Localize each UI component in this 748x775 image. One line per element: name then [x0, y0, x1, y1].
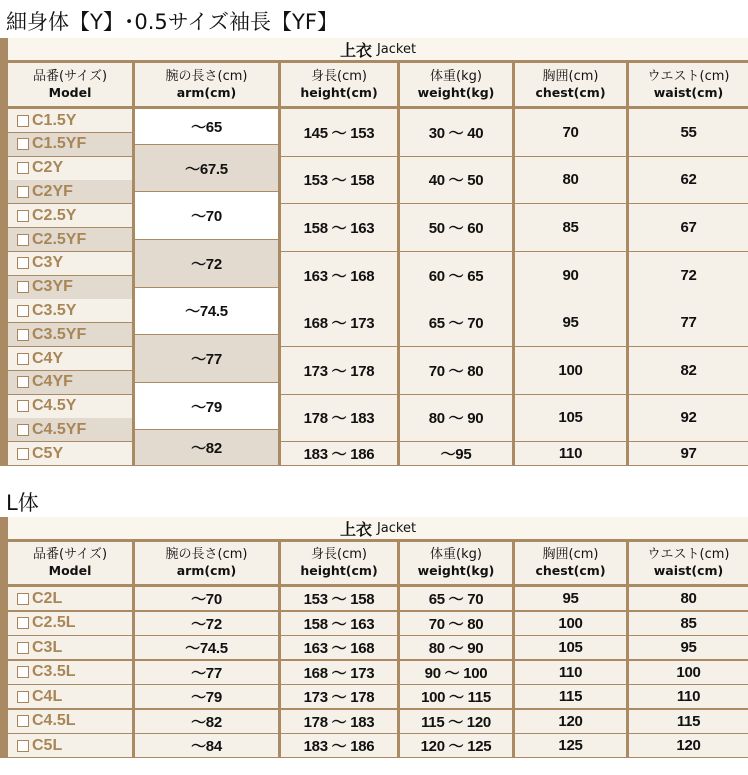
model-cell: [8, 442, 132, 465]
chest-cell: 105: [515, 636, 626, 659]
slim-size-table: [0, 38, 748, 466]
height-cell: 168 ～ 173: [281, 661, 397, 684]
checkbox-icon[interactable]: [17, 642, 29, 654]
header-label-jp: 胸囲(cm): [542, 68, 599, 84]
header-label-jp: 品番(サイズ): [32, 547, 108, 562]
model-cell: [8, 323, 132, 346]
checkbox-icon[interactable]: [17, 115, 29, 127]
arm-cell: ～70: [135, 587, 278, 610]
height-cell: 153 ～ 158: [281, 587, 397, 610]
checkbox-icon[interactable]: [17, 691, 29, 703]
model-cell: [8, 204, 132, 227]
chest-cell: 70: [515, 109, 626, 156]
checkbox-icon[interactable]: [17, 400, 29, 412]
height-cell: 145 ～ 153: [281, 109, 397, 156]
header-label-jp: 体重(kg): [430, 547, 482, 562]
arm-length-cell: ～82: [135, 430, 278, 465]
arm-cell: ～82: [135, 710, 278, 733]
model-cell: [8, 371, 132, 394]
header-label-en: weight(kg): [417, 563, 495, 578]
height-cell: 178 ～ 183: [281, 710, 397, 733]
model-cell: [8, 276, 132, 299]
header-label-en: chest(cm): [535, 563, 606, 578]
arm-cell: ～77: [135, 661, 278, 684]
model-label: C4.5YF: [32, 420, 87, 438]
caption-sub: Jacket: [376, 520, 417, 536]
column-header-height: [281, 542, 397, 584]
checkbox-icon[interactable]: [17, 138, 29, 150]
arm-length-cell: ～74.5: [135, 288, 278, 335]
waist-cell: 92: [629, 395, 748, 442]
chest-cell: 80: [515, 157, 626, 204]
model-label: C1.5Y: [32, 111, 77, 129]
model-cell: [8, 636, 132, 659]
caption-sub: Jacket: [376, 41, 417, 57]
chest-cell: 100: [515, 612, 626, 635]
model-label: C5Y: [32, 444, 64, 462]
weight-cell: 80 ～ 90: [400, 395, 512, 442]
header-label-jp: 身長(cm): [311, 68, 367, 84]
header-label-jp: 体重(kg): [430, 68, 482, 84]
header-label-en: weight(kg): [417, 84, 495, 100]
model-label: C3.5Y: [32, 301, 77, 319]
checkbox-icon[interactable]: [17, 448, 29, 460]
waist-cell: 82: [629, 347, 748, 394]
model-cell: [8, 109, 132, 132]
checkbox-icon[interactable]: [17, 234, 29, 246]
height-cell: 158 ～ 163: [281, 204, 397, 251]
arm-length-cell: ～67.5: [135, 145, 278, 192]
checkbox-icon[interactable]: [17, 210, 29, 222]
chest-cell: 110: [515, 442, 626, 465]
l-size-table: [0, 517, 748, 758]
weight-cell: ～95: [400, 442, 512, 465]
model-cell: [8, 395, 132, 418]
column-header-chest: [515, 63, 626, 106]
waist-cell: 97: [629, 442, 748, 465]
height-cell: 183 ～ 186: [281, 734, 397, 757]
weight-cell: 120 ～ 125: [400, 734, 512, 757]
arm-length-cell: ～72: [135, 240, 278, 287]
section2-title: L体: [6, 491, 39, 515]
arm-length-cell: ～70: [135, 192, 278, 239]
header-label-en: waist(cm): [653, 84, 724, 100]
waist-cell: 67: [629, 204, 748, 251]
caption-main: 上衣: [339, 519, 372, 539]
arm-cell: ～84: [135, 734, 278, 757]
height-cell: 178 ～ 183: [281, 395, 397, 442]
weight-cell: 90 ～ 100: [400, 661, 512, 684]
weight-cell: 100 ～ 115: [400, 685, 512, 708]
waist-cell: 62: [629, 157, 748, 204]
model-label: C3Y: [32, 254, 64, 272]
weight-cell: 40 ～ 50: [400, 157, 512, 204]
waist-cell: 110: [629, 685, 748, 708]
header-label-en: arm(cm): [176, 563, 237, 578]
model-label: C2Y: [32, 159, 64, 177]
header-label-jp: 身長(cm): [311, 547, 367, 562]
header-label-jp: ウエスト(cm): [647, 68, 730, 84]
column-header-model: [8, 63, 132, 106]
waist-cell: 115: [629, 710, 748, 733]
model-cell: [8, 252, 132, 275]
arm-cell: ～74.5: [135, 636, 278, 659]
checkbox-icon[interactable]: [17, 186, 29, 198]
chest-cell: 105: [515, 395, 626, 442]
weight-cell: 70 ～ 80: [400, 347, 512, 394]
weight-cell: 65 ～ 70: [400, 587, 512, 610]
model-label: C2L: [32, 589, 63, 607]
waist-cell: 120: [629, 734, 748, 757]
header-label-en: waist(cm): [653, 563, 724, 578]
height-cell: 163 ～ 168: [281, 636, 397, 659]
height-cell: 183 ～ 186: [281, 442, 397, 465]
section1-title: 細身体【Y】･0.5サイズ袖長【YF】: [6, 10, 338, 34]
model-label: C2.5YF: [32, 230, 87, 248]
header-label-en: arm(cm): [176, 84, 237, 100]
header-label-en: height(cm): [300, 84, 378, 100]
header-label-jp: 腕の長さ(cm): [165, 68, 248, 84]
checkbox-icon[interactable]: [17, 593, 29, 605]
weight-cell: 50 ～ 60: [400, 204, 512, 251]
checkbox-icon[interactable]: [17, 257, 29, 269]
checkbox-icon[interactable]: [17, 376, 29, 388]
model-cell: [8, 347, 132, 370]
chest-cell: 110: [515, 661, 626, 684]
height-cell: 158 ～ 163: [281, 612, 397, 635]
model-cell: [8, 299, 132, 322]
column-header-weight: [400, 542, 512, 584]
model-label: C2.5Y: [32, 206, 77, 224]
model-cell: [8, 418, 132, 441]
column-header-chest: [515, 542, 626, 584]
chest-cell: 85: [515, 204, 626, 251]
column-header-arm: [135, 63, 278, 106]
chest-cell: 95: [515, 299, 626, 346]
header-label-jp: ウエスト(cm): [647, 547, 730, 562]
model-label: C2.5L: [32, 614, 76, 631]
chest-cell: 95: [515, 587, 626, 610]
checkbox-icon[interactable]: [17, 715, 29, 727]
checkbox-icon[interactable]: [17, 424, 29, 436]
model-cell: [8, 228, 132, 251]
header-label-jp: 胸囲(cm): [542, 547, 599, 562]
weight-cell: 80 ～ 90: [400, 636, 512, 659]
model-cell: [8, 661, 132, 684]
checkbox-icon[interactable]: [17, 353, 29, 365]
waist-cell: 77: [629, 299, 748, 346]
chest-cell: 120: [515, 710, 626, 733]
column-header-arm: [135, 542, 278, 584]
chest-cell: 125: [515, 734, 626, 757]
header-label-en: Model: [48, 563, 92, 578]
waist-cell: 100: [629, 661, 748, 684]
checkbox-icon[interactable]: [17, 281, 29, 293]
model-cell: [8, 685, 132, 708]
waist-cell: 95: [629, 636, 748, 659]
chest-cell: 90: [515, 252, 626, 299]
model-label: C4.5L: [32, 712, 76, 729]
checkbox-icon[interactable]: [17, 666, 29, 678]
waist-cell: 55: [629, 109, 748, 156]
checkbox-icon[interactable]: [17, 329, 29, 341]
model-cell: [8, 133, 132, 156]
arm-cell: ～79: [135, 685, 278, 708]
chest-cell: 115: [515, 685, 626, 708]
column-header-model: [8, 542, 132, 584]
waist-cell: 72: [629, 252, 748, 299]
checkbox-icon[interactable]: [17, 617, 29, 629]
model-label: C1.5YF: [32, 135, 87, 153]
height-cell: 173 ～ 178: [281, 685, 397, 708]
model-label: C3L: [32, 638, 63, 656]
column-header-height: [281, 63, 397, 106]
model-label: C5L: [32, 736, 63, 754]
model-label: C3.5YF: [32, 325, 87, 343]
weight-cell: 30 ～ 40: [400, 109, 512, 156]
model-cell: [8, 612, 132, 635]
model-label: C4YF: [32, 373, 73, 391]
model-cell: [8, 180, 132, 203]
model-cell: [8, 734, 132, 757]
model-label: C3.5L: [32, 663, 76, 680]
column-header-waist: [629, 63, 748, 106]
height-cell: 168 ～ 173: [281, 299, 397, 346]
waist-cell: 85: [629, 612, 748, 635]
header-label-en: height(cm): [300, 563, 378, 578]
model-label: C4.5Y: [32, 397, 77, 415]
checkbox-icon[interactable]: [17, 162, 29, 174]
height-cell: 153 ～ 158: [281, 157, 397, 204]
model-label: C4Y: [32, 349, 64, 367]
arm-cell: ～72: [135, 612, 278, 635]
table-caption: [8, 517, 748, 539]
weight-cell: 60 ～ 65: [400, 252, 512, 299]
arm-length-cell: ～65: [135, 109, 278, 144]
model-label: C2YF: [32, 182, 73, 200]
model-cell: [8, 710, 132, 733]
checkbox-icon[interactable]: [17, 740, 29, 752]
height-cell: 163 ～ 168: [281, 252, 397, 299]
checkbox-icon[interactable]: [17, 305, 29, 317]
arm-length-cell: ～77: [135, 335, 278, 382]
caption-main: 上衣: [339, 40, 372, 60]
waist-cell: 80: [629, 587, 748, 610]
header-label-en: Model: [48, 84, 92, 100]
model-cell: [8, 587, 132, 610]
model-label: C4L: [32, 687, 63, 705]
column-header-waist: [629, 542, 748, 584]
weight-cell: 65 ～ 70: [400, 299, 512, 346]
weight-cell: 70 ～ 80: [400, 612, 512, 635]
column-header-weight: [400, 63, 512, 106]
table-caption: [8, 38, 748, 60]
arm-length-cell: ～79: [135, 383, 278, 430]
height-cell: 173 ～ 178: [281, 347, 397, 394]
header-label-en: chest(cm): [535, 84, 606, 100]
header-label-jp: 腕の長さ(cm): [165, 547, 248, 562]
header-label-jp: 品番(サイズ): [32, 68, 108, 84]
model-cell: [8, 157, 132, 180]
chest-cell: 100: [515, 347, 626, 394]
weight-cell: 115 ～ 120: [400, 710, 512, 733]
model-label: C3YF: [32, 278, 73, 296]
